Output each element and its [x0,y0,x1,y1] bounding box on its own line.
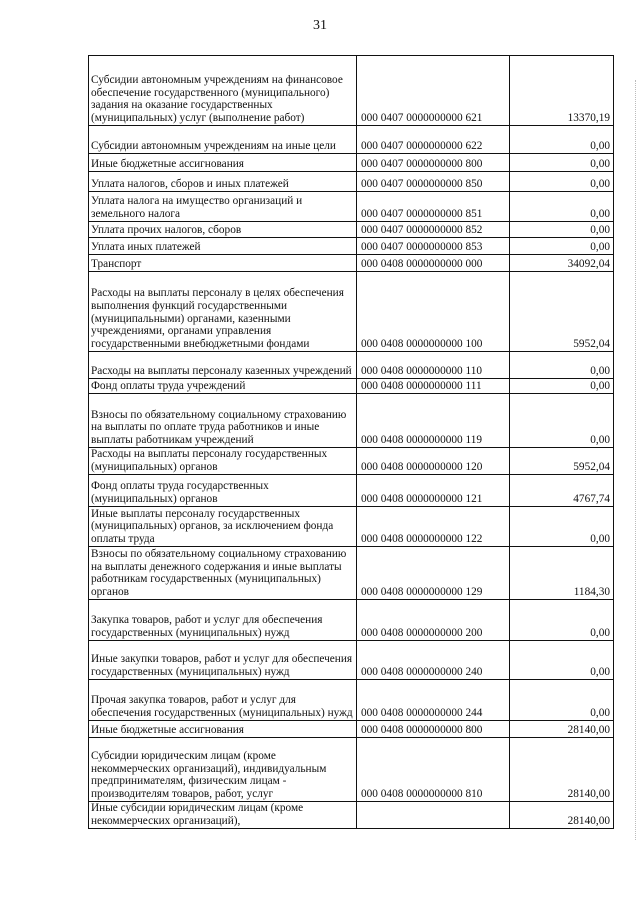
table-row [89,641,614,680]
table-row [89,154,614,172]
row-amount: 0,00 [510,394,614,448]
row-amount: 0,00 [510,600,614,641]
row-code: 000 0407 0000000000 851 [357,192,510,222]
table-row [89,738,614,802]
row-name: Уплата налогов, сборов и иных платежей [89,172,357,192]
row-name: Субсидии автономным учреждениям на финансовое обеспечение государственного (муниципального) задания на оказание государственных (муниципальных) услуг (выполнение работ) [89,56,357,126]
table-row [89,255,614,272]
row-amount: 28140,00 [510,721,614,738]
row-name: Субсидии юридическим лицам (кроме некоммерческих организаций), индивидуальным предпринимателям, физическим лицам - производителям товаров, работ, услуг [89,738,357,802]
table-row [89,394,614,448]
row-code: 000 0407 0000000000 853 [357,238,510,255]
row-code: 000 0408 0000000000 129 [357,547,510,600]
row-code: 000 0408 0000000000 122 [357,507,510,547]
row-name: Иные закупки товаров, работ и услуг для обеспечения государственных (муниципальных) нужд [89,641,357,680]
row-amount: 0,00 [510,379,614,394]
row-amount: 34092,04 [510,255,614,272]
table-row [89,56,614,126]
row-name: Взносы по обязательному социальному страхованию на выплаты денежного содержания и иные выплаты работникам государственных (муниципальных) органов [89,547,357,600]
row-name: Фонд оплаты труда учреждений [89,379,357,394]
row-name: Транспорт [89,255,357,272]
row-amount: 0,00 [510,641,614,680]
row-name: Закупка товаров, работ и услуг для обеспечения государственных (муниципальных) нужд [89,600,357,641]
row-name: Иные субсидии юридическим лицам (кроме некоммерческих организаций), [89,802,357,829]
row-code: 000 0407 0000000000 621 [357,56,510,126]
row-amount: 0,00 [510,507,614,547]
row-amount: 13370,19 [510,56,614,126]
row-amount: 1184,30 [510,547,614,600]
row-name: Уплата прочих налогов, сборов [89,222,357,238]
table-row [89,600,614,641]
row-name: Иные выплаты персоналу государственных (муниципальных) органов, за исключением фонда оплаты труда [89,507,357,547]
row-code: 000 0408 0000000000 121 [357,475,510,507]
row-name: Расходы на выплаты персоналу в целях обеспечения выполнения функций государственными (муниципальными) органами, казенными учреждениями, органами управления государственными внебюджетными фондами [89,272,357,352]
row-code: 000 0408 0000000000 100 [357,272,510,352]
row-amount: 28140,00 [510,802,614,829]
table-row [89,379,614,394]
row-name: Уплата налога на имущество организаций и земельного налога [89,192,357,222]
row-amount: 0,00 [510,352,614,379]
row-name: Иные бюджетные ассигнования [89,721,357,738]
row-amount: 5952,04 [510,448,614,475]
row-name: Расходы на выплаты персоналу казенных учреждений [89,352,357,379]
row-amount: 0,00 [510,680,614,721]
table-row [89,272,614,352]
row-code: 000 0408 0000000000 240 [357,641,510,680]
row-code: 000 0407 0000000000 622 [357,126,510,154]
table-row [89,721,614,738]
row-amount: 0,00 [510,126,614,154]
table-row [89,172,614,192]
budget-table [88,55,614,829]
row-amount: 0,00 [510,192,614,222]
row-name: Фонд оплаты труда государственных (муниципальных) органов [89,475,357,507]
row-amount: 28140,00 [510,738,614,802]
row-amount: 0,00 [510,238,614,255]
row-code: 000 0408 0000000000 119 [357,394,510,448]
row-code: 000 0407 0000000000 852 [357,222,510,238]
row-code: 000 0408 0000000000 120 [357,448,510,475]
table-row [89,547,614,600]
row-code: 000 0408 0000000000 244 [357,680,510,721]
table-row [89,222,614,238]
table-row [89,192,614,222]
table-row [89,475,614,507]
scan-edge-line [633,80,636,840]
row-name: Прочая закупка товаров, работ и услуг для обеспечения государственных (муниципальных) нужд [89,680,357,721]
page-number: 31 [313,18,327,33]
table-row [89,507,614,547]
row-code: 000 0408 0000000000 810 [357,738,510,802]
row-amount: 0,00 [510,222,614,238]
row-code: 000 0408 0000000000 110 [357,352,510,379]
table-row [89,448,614,475]
table-row [89,238,614,255]
row-code: 000 0408 0000000000 111 [357,379,510,394]
row-code: 000 0408 0000000000 800 [357,721,510,738]
row-amount: 4767,74 [510,475,614,507]
row-code: 000 0408 0000000000 000 [357,255,510,272]
row-code: 000 0407 0000000000 850 [357,172,510,192]
table-row [89,680,614,721]
row-amount: 0,00 [510,154,614,172]
row-amount: 0,00 [510,172,614,192]
row-code: 000 0408 0000000000 200 [357,600,510,641]
row-amount: 5952,04 [510,272,614,352]
row-name: Субсидии автономным учреждениям на иные цели [89,126,357,154]
table-body [89,56,614,829]
row-name: Взносы по обязательному социальному страхованию на выплаты по оплате труда работников и иные выплаты работникам учреждений [89,394,357,448]
row-name: Расходы на выплаты персоналу государственных (муниципальных) органов [89,448,357,475]
row-code: 000 0407 0000000000 800 [357,154,510,172]
row-name: Уплата иных платежей [89,238,357,255]
row-code [357,802,510,829]
table-row [89,126,614,154]
table-row [89,352,614,379]
table-row [89,802,614,829]
row-name: Иные бюджетные ассигнования [89,154,357,172]
